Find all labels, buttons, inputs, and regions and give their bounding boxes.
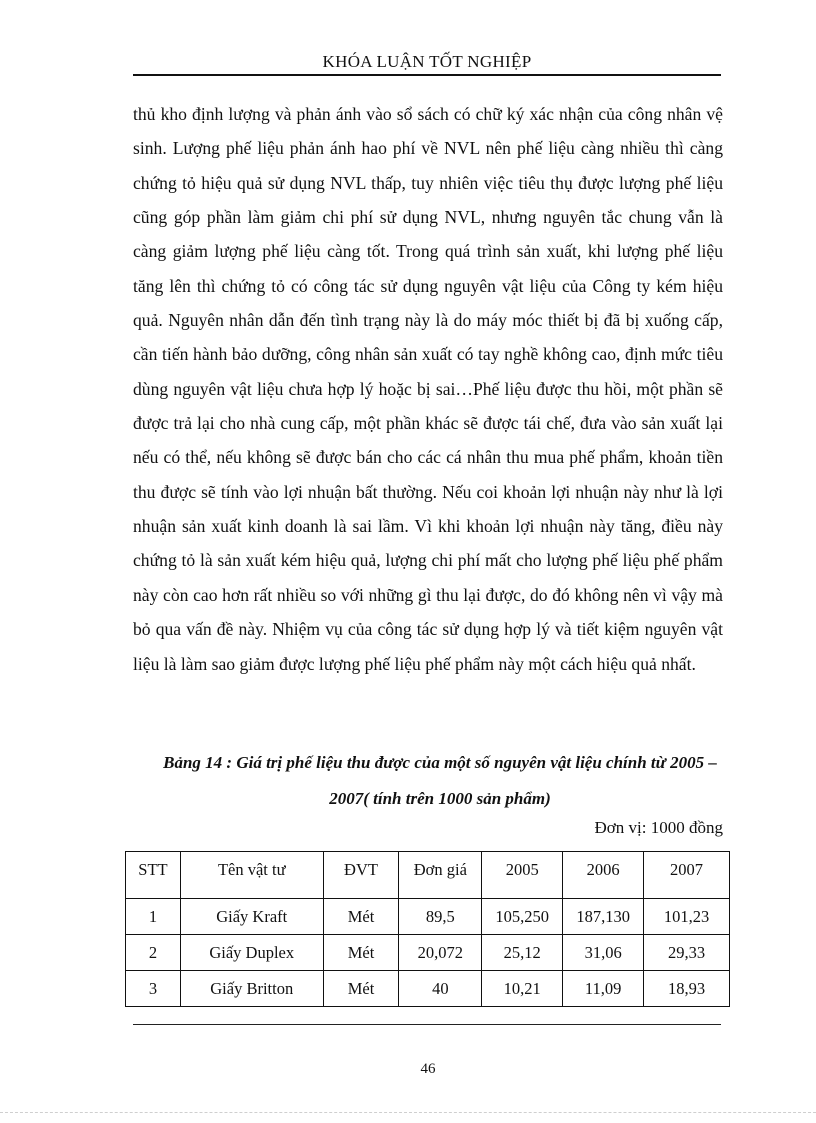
cell-unit: Mét <box>323 935 399 971</box>
cell-2005: 25,12 <box>482 935 563 971</box>
cell-unit-price: 89,5 <box>399 899 482 935</box>
cell-2005: 105,250 <box>482 899 563 935</box>
header-unit-price: Đơn giá <box>399 852 482 899</box>
header-divider <box>133 74 721 76</box>
cell-2007: 29,33 <box>644 935 730 971</box>
cell-2006: 187,130 <box>563 899 644 935</box>
header-year-2005: 2005 <box>482 852 563 899</box>
cell-stt: 3 <box>126 971 181 1007</box>
table-row <box>126 935 730 971</box>
cell-material-name: Giấy Kraft <box>180 899 323 935</box>
cell-stt: 2 <box>126 935 181 971</box>
cell-unit-price: 20,072 <box>399 935 482 971</box>
table-row <box>126 899 730 935</box>
footer-divider <box>133 1024 721 1025</box>
cell-material-name: Giấy Britton <box>180 971 323 1007</box>
page-header-title: KHÓA LUẬN TỐT NGHIỆP <box>322 52 532 71</box>
cell-stt: 1 <box>126 899 181 935</box>
page-bottom-edge <box>0 1112 816 1113</box>
cell-2006: 31,06 <box>563 935 644 971</box>
header-stt: STT <box>126 852 181 899</box>
table-unit-note: Đơn vị: 1000 đồng <box>594 818 723 837</box>
table-row <box>126 971 730 1007</box>
cell-2007: 101,23 <box>644 899 730 935</box>
cell-material-name: Giấy Duplex <box>180 935 323 971</box>
header-material-name: Tên vật tư <box>180 852 323 899</box>
header-year-2006: 2006 <box>563 852 644 899</box>
cell-unit: Mét <box>323 971 399 1007</box>
header-unit: ĐVT <box>323 852 399 899</box>
scrap-value-table <box>125 851 730 1007</box>
cell-2007: 18,93 <box>644 971 730 1007</box>
table-caption: Bảng 14 : Giá trị phế liệu thu được của một số nguyên vật liệu chính từ 2005 – 2007( tính trên 1000 sản phẩm) <box>163 753 717 808</box>
cell-unit-price: 40 <box>399 971 482 1007</box>
cell-2006: 11,09 <box>563 971 644 1007</box>
body-paragraph: thủ kho định lượng và phản ánh vào sổ sách có chữ ký xác nhận của công nhân vệ sinh. Lượng phế liệu phản ánh hao phí về NVL nên phế liệu càng nhiều thì càng chứng tỏ hiệu quả sử dụng NVL thấp, tuy nhiên việc tiêu thụ được lượng phế liệu cũng góp phần làm giảm chi phí sử dụng NVL, nhưng nguyên tắc chung vẫn là càng giảm lượng phế liệu càng tốt. Trong quá trình sản xuất, khi lượng phế liệu tăng lên thì chứng tỏ có công tác sử dụng nguyên vật liệu của Công ty kém hiệu quả. Nguyên nhân dẫn đến tình trạng này là do máy móc thiết bị đã bị xuống cấp, cần tiến hành bảo dưỡng, công nhân sản xuất có tay nghề không cao, định mức tiêu dùng nguyên vật liệu chưa hợp lý hoặc bị sai…Phế liệu được thu hồi, một phần sẽ được trả lại cho nhà cung cấp, một phần khác sẽ được tái chế, đưa vào sản xuất lại nếu có thể, nếu không sẽ được bán cho các cá nhân thu mua phế phẩm, khoản tiền thu được sẽ tính vào lợi nhuận bất thường. Nếu coi khoản lợi nhuận này như là lợi nhuận sản xuất kinh doanh là sai lầm. Vì khi khoản lợi nhuận này tăng, điều này chứng tỏ là sản xuất kém hiệu quả, lượng chi phí mất cho lượng phế liệu phế phẩm này còn cao hơn rất nhiều so với những gì thu lại được, do đó không nên vì vậy mà bỏ qua vấn đề này. Nhiệm vụ của công tác sử dụng hợp lý và tiết kiệm nguyên vật liệu là làm sao giảm được lượng phế liệu phế phẩm này một cách hiệu quả nhất. <box>133 104 723 674</box>
cell-unit: Mét <box>323 899 399 935</box>
page-number: 46 <box>420 1061 436 1077</box>
header-year-2007: 2007 <box>644 852 730 899</box>
cell-2005: 10,21 <box>482 971 563 1007</box>
table-header-row <box>126 852 730 899</box>
